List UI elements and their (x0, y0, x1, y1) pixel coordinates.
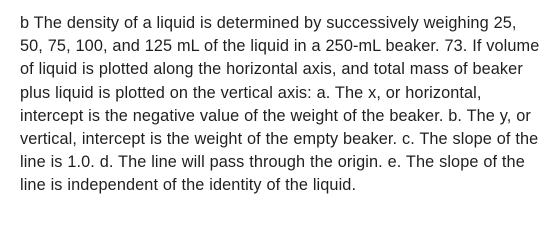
question-text: b The density of a liquid is determined by successively weighing 25, 50, 75, 100, and 125 mL of the liquid in a 250-mL beaker. 73. If volume of liquid is plotted along the horizontal axis, and total mass of beaker plus liquid is plotted on the vertical axis: a. The x, or horizontal, intercept is the negative value of the weight of the beaker. b. The y, or vertical, intercept is the weight of the empty beaker. c. The slope of the line is 1.0. d. The line will pass through the origin. e. The slope of the line is independent of the identity of the liquid. (20, 14, 540, 195)
